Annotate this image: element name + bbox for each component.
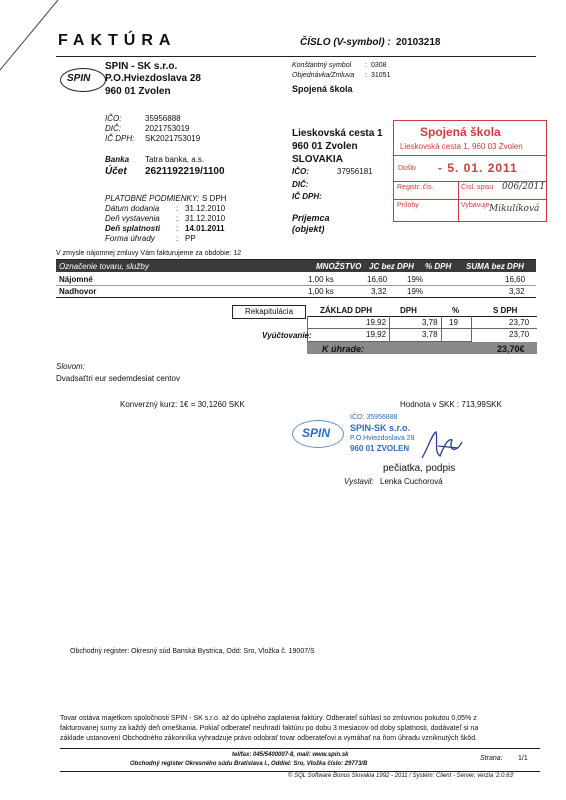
item-row-2-vat: 19% (407, 287, 424, 296)
received-label: Došlo (398, 165, 416, 172)
payment-terms: S DPH (202, 194, 227, 203)
page-label: Strana: (480, 755, 503, 762)
company-stamp (290, 414, 415, 456)
amount-due: 23,70€ (497, 344, 525, 354)
ownership-text-line-1: Tovar ostáva majetkom spoločnosti SPIN - SK s.r.o. až do úplného zaplatenia faktúry. Odberateľ súhlasí so zmluvnou pokutou 0,05% z (60, 715, 477, 722)
file-number-label: Čísl. spisu (461, 184, 494, 191)
recap-row2-base: 19,92 (366, 330, 387, 339)
conversion-rate: Konverzný kurz: 1€ = 30,1260 SKK (120, 400, 245, 409)
handwritten-signature (418, 428, 468, 464)
amount-due-label: K úhrade: (322, 344, 365, 354)
supplier-dic-label: DIČ: (105, 124, 121, 133)
order-number: 31051 (371, 72, 391, 79)
recap-row2-vat: 3,78 (422, 330, 438, 339)
recap-col-base: ZÁKLAD DPH (320, 306, 372, 315)
issue-date: 31.12.2010 (185, 214, 226, 223)
item-row-2-description: Nadhovor (59, 287, 97, 296)
supplier-street: P.O.Hviezdoslava 28 (105, 73, 201, 84)
footer-register: Obchodný register Okresného súdu Bratislava I., Oddiel: Sro, Vložka číslo: 29773/B (130, 761, 368, 767)
company-stamp-ico: IČO: 35956888 (350, 414, 398, 421)
supplier-logo-text: SPIN (67, 73, 91, 84)
supplier-name: SPIN - SK s.r.o. (105, 61, 178, 72)
invoice-number: 20103218 (396, 37, 441, 48)
customer-dic-label: DIČ: (292, 180, 309, 189)
received-date: - 5. 01. 2011 (438, 161, 518, 175)
col-description-header: Označenie tovaru, služby (59, 262, 149, 271)
in-words-text: Dvadsaťtri eur sedemdesiat centov (56, 374, 180, 383)
handled-by-label: Vybavuje (461, 202, 490, 209)
item-row-1-amount: 16,60 (505, 275, 526, 284)
corner-fold-mark (0, 0, 60, 70)
company-stamp-city: 960 01 ZVOLEN (350, 444, 410, 453)
payment-form: PP (185, 234, 196, 243)
issue-date-label: Deň vystavenia (105, 214, 160, 223)
recap-row1-percent: 19 (449, 318, 458, 327)
recap-col-total: S DPH (493, 306, 518, 315)
invoice-title: FAKTÚRA (58, 32, 177, 49)
recipient-object-label: (objekt) (292, 224, 325, 234)
item-row-2-amount: 3,32 (509, 287, 525, 296)
payment-form-label: Forma úhrady (105, 234, 155, 243)
customer-icdph-label: IČ DPH: (292, 192, 322, 201)
constant-symbol-label: Konštantný symbol (292, 62, 352, 69)
item-row-1-unit-price: 16,60 (367, 275, 388, 284)
order-label: Objednávka/Zmluva (292, 72, 355, 79)
footer-divider (60, 748, 540, 749)
company-stamp-street: P.O.Hviezdoslava 28 (350, 435, 415, 442)
supplier-icdph-label: IČ DPH: (105, 134, 135, 143)
intro-text: V zmysle nájomnej zmluvy Vám fakturujeme za obdobie: 12 (56, 250, 242, 257)
account-label: Účet (105, 166, 127, 177)
register-text: Obchodný register: Okresný súd Banská Bystrica, Odd: Sro, Vložka č. 19007/S (70, 648, 315, 655)
item-row-1-description: Nájomné (59, 275, 93, 284)
customer-ico-label: IČO: (292, 167, 309, 176)
item-row-1-quantity: 1,00 ks (308, 275, 334, 284)
supplier-dic: 2021753019 (145, 124, 190, 133)
item-row-1-vat: 19% (407, 275, 424, 284)
payment-terms-label: PLATOBNÉ PODMIENKY: (105, 194, 200, 203)
in-words-label: Slovom: (56, 362, 85, 371)
recap-row1-vat: 3,78 (422, 318, 438, 327)
header-divider (56, 56, 536, 57)
supplier-city: 960 01 Zvolen (105, 86, 171, 97)
delivery-date-label: Dátum dodania (105, 204, 160, 213)
supplier-icdph: SK2021753019 (145, 134, 201, 143)
col-vat-header: % DPH (425, 262, 452, 271)
customer-country: SLOVAKIA (292, 154, 343, 165)
registry-stamp-address: Lieskovská cesta 1, 960 03 Zvolen (400, 142, 523, 151)
bank-name: Tatra banka, a.s. (145, 155, 205, 164)
customer-street: Lieskovská cesta 1 (292, 128, 383, 139)
registry-number-label: Registr. čís. (397, 184, 434, 191)
settlement-label: Vyúčtovanie: (262, 331, 312, 340)
recap-col-percent: % (452, 306, 460, 315)
bank-label: Banka (105, 155, 130, 164)
supplier-ico: 35956888 (145, 114, 181, 123)
delivery-date: 31.12.2010 (185, 204, 226, 213)
skk-value: Hodnota v SKK : 713,99SKK (400, 400, 502, 409)
recap-row1-base: 19,92 (366, 318, 387, 327)
recap-col-vat: DPH (400, 306, 417, 315)
company-stamp-name: SPIN-SK s.r.o. (350, 423, 411, 433)
handwritten-handler: Mikulíková (489, 204, 540, 214)
col-unit-price-header: JC bez DPH (369, 262, 414, 271)
issued-by: Lenka Cuchorová (380, 477, 443, 486)
registry-stamp-title: Spojená škola (420, 125, 501, 139)
col-amount-header: SUMA bez DPH (466, 262, 524, 271)
recap-label: Rekapitulácia (232, 305, 306, 319)
item-row-2-unit-price: 3,32 (371, 287, 387, 296)
handwritten-file-number: 006/2011 (502, 182, 546, 192)
customer-name: Spojená škola (292, 84, 353, 94)
invoice-number-label: ČÍSLO (V-symbol) : (300, 37, 391, 48)
item-row-2-quantity: 1,00 ks (308, 287, 334, 296)
recap-row1-total: 23,70 (509, 318, 530, 327)
recipient-label: Príjemca (292, 213, 330, 223)
col-quantity-header: MNOŽSTVO (316, 262, 362, 271)
company-stamp-logo-text: SPIN (302, 426, 331, 440)
ownership-text-line-3: základe ustanovení Obchodného zákonníka vyhradzuje právo odobrať tovar odberateľovi a vymáhať na ňom úhradu vzniknutých škôd. (60, 735, 478, 742)
due-date-label: Deň splatnosti (105, 224, 161, 233)
software-credit: © SQL Software Bonus Slovakia 1992 - 2011 / Systém: Client - Server, verzia '2.0.63' (288, 773, 514, 779)
recap-row2-total: 23,70 (509, 330, 530, 339)
customer-city: 960 01 Zvolen (292, 141, 358, 152)
stamp-signature-label: pečiatka, podpis (383, 463, 456, 474)
customer-ico: 37956181 (337, 167, 373, 176)
supplier-ico-label: IČO: (105, 114, 122, 123)
issued-by-label: Vystavil: (344, 477, 374, 486)
attachments-label: Prílohy (397, 202, 419, 209)
contact-info: tel/fax: 045/5400007-8, mail: www.spin.sk (232, 752, 349, 758)
constant-symbol: 0308 (371, 62, 387, 69)
account-number: 2621192219/1100 (145, 166, 225, 177)
registry-stamp (393, 120, 547, 222)
page-number: 1/1 (518, 755, 528, 762)
due-date: 14.01.2011 (185, 224, 225, 233)
ownership-text-line-2: fakturovanej sumy za každý deň omeškania. Pokiaľ odberateľ neuhradí faktúru po dobu 3 mesiacov od doby splatnosti, dodávateľ si na (60, 725, 479, 732)
